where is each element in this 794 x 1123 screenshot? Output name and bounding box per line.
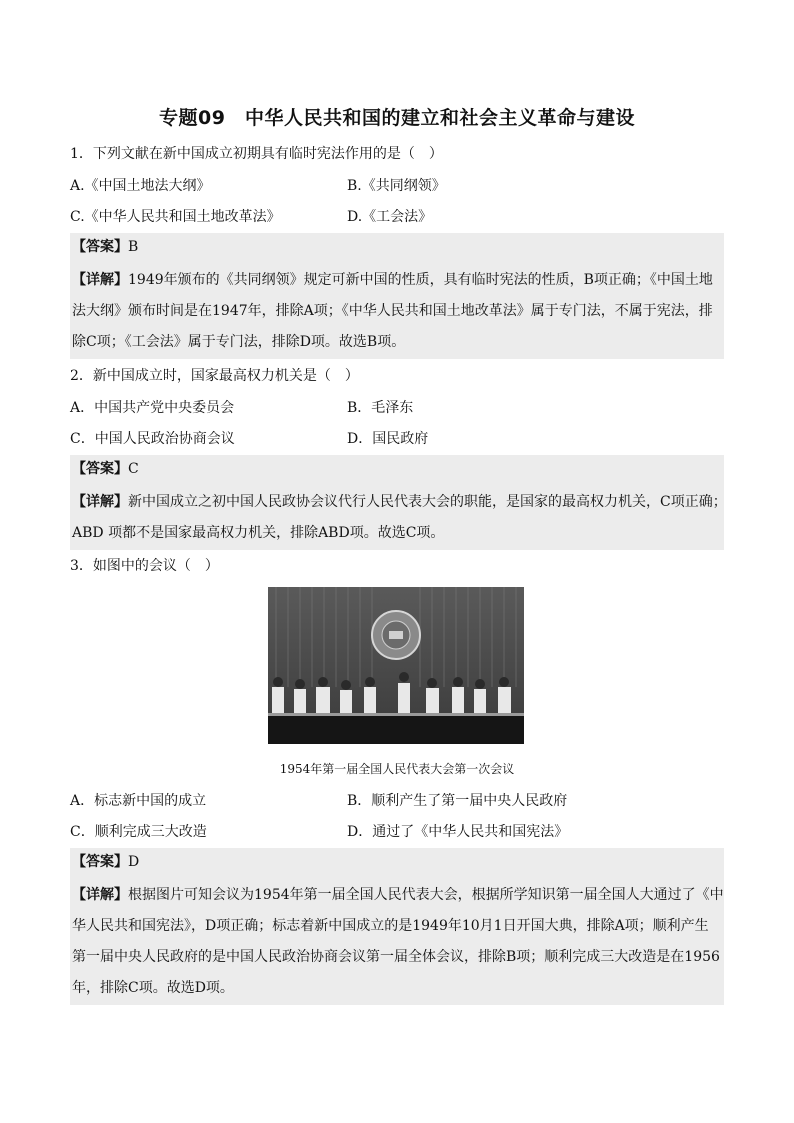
question-3-option-a: A．标志新中国的成立 (70, 793, 207, 809)
question-1-option-b: B.《共同纲领》 (347, 178, 446, 194)
question-3-detail-line: 华人民共和国宪法》，D项正确；标志着新中国成立的是1949年10月1日开国大典，排除A项；顺利产生 (72, 918, 709, 934)
question-3-detail-text: 根据图片可知会议为1954年第一届全国人民代表大会，根据所学知识第一届全国人大通过了《中 (128, 887, 724, 903)
question-1-answer-block (70, 233, 724, 359)
question-1-detail-line: 除C项；《工会法》属于专门法，排除D项。故选B项。 (72, 334, 406, 350)
document-title: 专题09 中华人民共和国的建立和社会主义革命与建设 (159, 107, 635, 129)
question-2-detail-line: ABD 项都不是国家最高权力机关，排除ABD项。故选C项。 (72, 525, 445, 541)
question-3-answer (72, 852, 139, 872)
question-1-stem: 1．下列文献在新中国成立初期具有临时宪法作用的是（ ） (70, 146, 443, 162)
question-1-option-a: A.《中国土地法大纲》 (70, 178, 211, 194)
question-1-option-d: D.《工会法》 (347, 209, 433, 225)
question-1-answer-value: B (128, 239, 139, 255)
question-1-option-c: C.《中华人民共和国土地改革法》 (70, 209, 281, 225)
detail-tag: 【详解】 (72, 494, 128, 510)
question-3-stem: 3．如图中的会议（ ） (70, 558, 219, 574)
answer-tag: 【答案】 (72, 854, 128, 870)
question-2-detail-text: 新中国成立之初中国人民政协会议代行人民代表大会的职能，是国家的最高权力机关，C项正确； (128, 494, 727, 510)
answer-tag: 【答案】 (72, 239, 128, 255)
question-3-option-d: D．通过了《中华人民共和国宪法》 (347, 824, 569, 840)
question-1-detail-line (72, 270, 713, 290)
detail-tag: 【详解】 (72, 272, 128, 288)
question-3-option-c: C．顺利完成三大改造 (70, 824, 207, 840)
answer-tag: 【答案】 (72, 461, 128, 477)
question-1-detail-line: 法大纲》颁布时间是在1947年，排除A项；《中华人民共和国土地改革法》属于专门法，不属于宪法，排 (72, 303, 713, 319)
question-3-answer-value: D (128, 854, 140, 870)
question-2-detail-line (72, 492, 727, 512)
question-3-detail-line: 年，排除C项。故选D项。 (72, 980, 234, 996)
question-2-stem: 2．新中国成立时，国家最高权力机关是（ ） (70, 368, 359, 384)
question-2-option-d: D．国民政府 (347, 431, 429, 447)
question-1-answer (72, 237, 138, 257)
detail-tag: 【详解】 (72, 887, 128, 903)
question-2-option-b: B．毛泽东 (347, 400, 414, 416)
meeting-photo (268, 587, 524, 744)
question-3-answer-block (70, 848, 724, 1005)
question-2-option-a: A．中国共产党中央委员会 (70, 400, 235, 416)
question-2-answer-block (70, 455, 727, 550)
question-2-answer-value: C (128, 461, 139, 477)
question-3-detail-line (72, 885, 724, 905)
question-2-answer (72, 459, 139, 479)
meeting-photo-image (268, 587, 524, 744)
image-caption: 1954年第一届全国人民代表大会第一次会议 (279, 762, 515, 776)
question-3-option-b: B．顺利产生了第一届中央人民政府 (347, 793, 568, 809)
question-2-option-c: C．中国人民政治协商会议 (70, 431, 235, 447)
question-3-detail-line: 第一届中央人民政府的是中国人民政治协商会议第一届全体会议，排除B项；顺利完成三大改造是在1956 (72, 949, 720, 965)
question-1-detail-text: 1949年颁布的《共同纲领》规定可新中国的性质，具有临时宪法的性质，B项正确；《中国土地 (128, 272, 713, 288)
